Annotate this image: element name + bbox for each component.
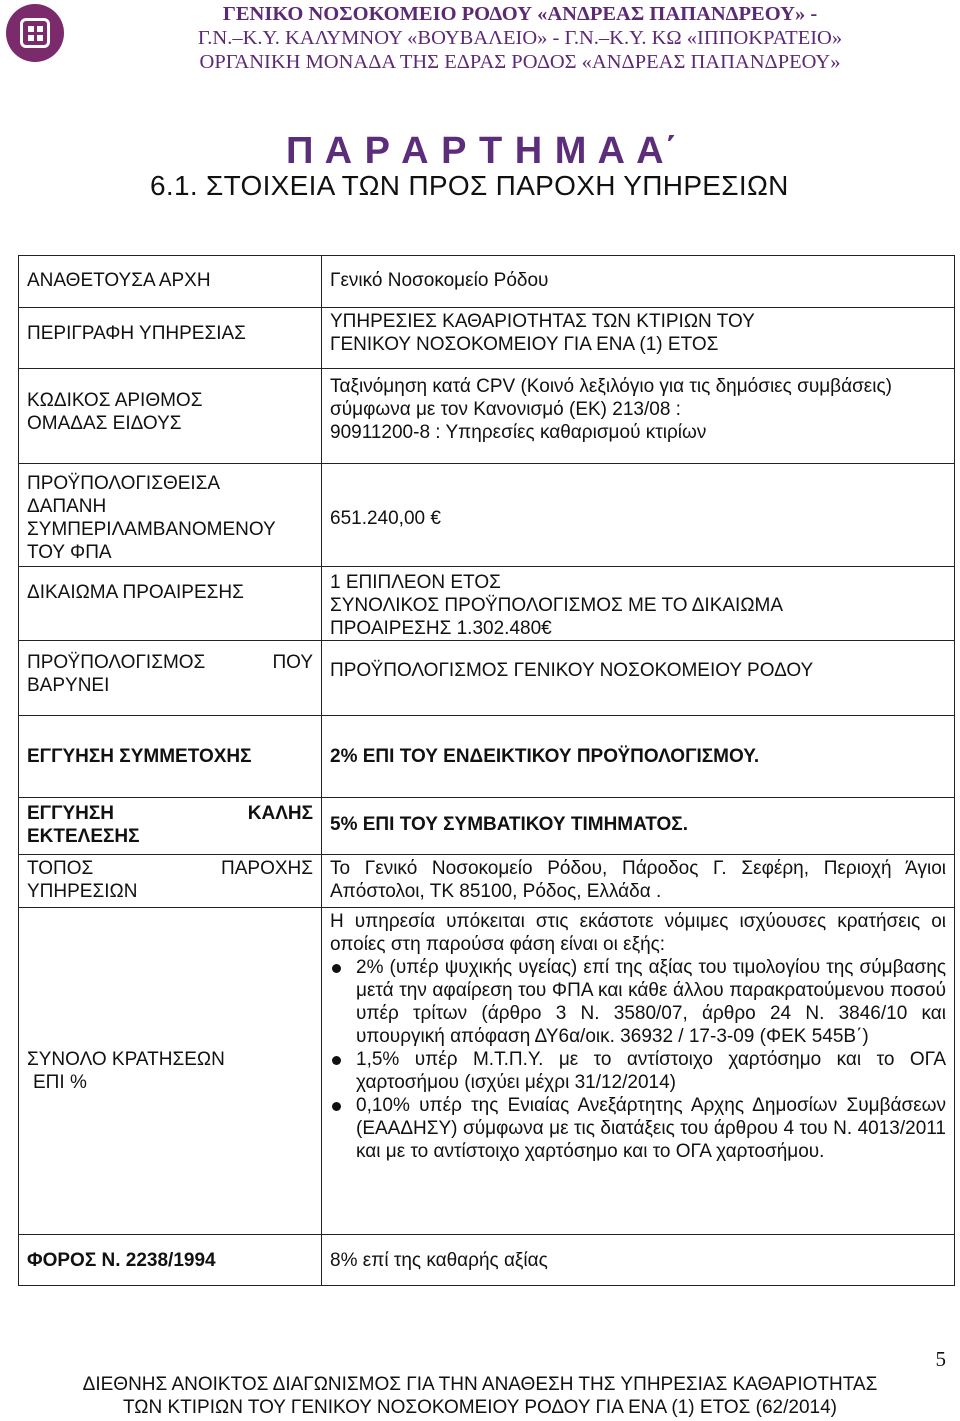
row-tax <box>19 1235 955 1286</box>
document-footer <box>0 1373 960 1419</box>
deductions-list <box>330 956 946 1163</box>
value-option: 1 ΕΠΙΠΛΕΟΝ ΕΤΟΣ ΣΥΝΟΛΙΚΟΣ ΠΡΟΫΠΟΛΟΓΙΣΜΟΣ ΜΕ ΤΟ ΔΙΚΑΙΩΜΑ ΠΡΟΑΙΡΕΣΗΣ 1.302.480€ <box>322 567 955 641</box>
header-line-3: ΟΡΓΑΝΙΚΗ ΜΟΝΑΔΑ ΤΗΣ ΕΔΡΑΣ ΡΟΔΟΣ «ΑΝΔΡΕΑΣ ΠΑΠΑΝΔΡΕΟΥ» <box>199 51 841 73</box>
row-option <box>19 567 955 641</box>
label-code: ΚΩΔΙΚΟΣ ΑΡΙΘΜΟΣ ΟΜΑΔΑΣ ΕΙΔΟΥΣ <box>19 369 322 464</box>
page-number: 5 <box>935 1347 946 1371</box>
document-header <box>80 2 960 74</box>
description-line-1: ΥΠΗΡΕΣΙΕΣ ΚΑΘΑΡΙΟΤΗΤΑΣ ΤΩΝ ΚΤΙΡΙΩΝ ΤΟΥ <box>330 311 755 332</box>
header-line-1: ΓΕΝΙΚΟ ΝΟΣΟΚΟΜΕΙΟ ΡΟΔΟΥ «ΑΝΔΡΕΑΣ ΠΑΠΑΝΔΡΕΟΥ» - <box>222 3 818 25</box>
label-description: ΠΕΡΙΓΡΑΦΗ ΥΠΗΡΕΣΙΑΣ <box>19 308 322 369</box>
section-title: 6.1. ΣΤΟΙΧΕΙΑ ΤΩΝ ΠΡΟΣ ΠΑΡΟΧΗ ΥΠΗΡΕΣΙΩΝ <box>150 170 789 201</box>
row-code <box>19 369 955 464</box>
label-place: ΤΟΠΟΣ ΠΑΡΟΧΗΣ ΥΠΗΡΕΣΙΩΝ <box>19 855 322 908</box>
row-participation-guarantee <box>19 716 955 798</box>
label-deductions: ΣΥΝΟΛΟ ΚΡΑΤΗΣΕΩΝ ΕΠΙ % <box>19 908 322 1235</box>
value-code: Ταξινόμηση κατά CPV (Κοινό λεξιλόγιο για τις δημόσιες συμβάσεις) σύμφωνα με τον Κανονισμό (ΕΚ) 213/08 : 90911200-8 : Υπηρεσίες καθαρισμού κτιρίων <box>322 369 955 464</box>
label-tax: ΦΟΡΟΣ Ν. 2238/1994 <box>19 1235 322 1286</box>
label-participation-guarantee: ΕΓΓΥΗΣΗ ΣΥΜΜΕΤΟΧΗΣ <box>19 716 322 798</box>
value-tax: 8% επί της καθαρής αξίας <box>322 1235 955 1286</box>
row-description <box>19 308 955 369</box>
service-details-table <box>18 255 955 1286</box>
value-performance-guarantee: 5% ΕΠΙ ΤΟΥ ΣΥΜΒΑΤΙΚΟΥ ΤΙΜΗΜΑΤΟΣ. <box>322 798 955 855</box>
row-place <box>19 855 955 908</box>
value-charged-budget: ΠΡΟΫΠΟΛΟΓΙΣΜΟΣ ΓΕΝΙΚΟΥ ΝΟΣΟΚΟΜΕΙΟΥ ΡΟΔΟΥ <box>322 641 955 716</box>
deductions-intro: Η υπηρεσία υπόκειται στις εκάστοτε νόμιμες ισχύουσες κρατήσεις οι οποίες στη παρούσα φάση είναι οι εξής: <box>330 911 946 955</box>
value-budget: 651.240,00 € <box>322 464 955 567</box>
row-charged-budget <box>19 641 955 716</box>
header-line-2: Γ.Ν.–Κ.Υ. ΚΑΛΥΜΝΟΥ «ΒΟΥΒΑΛΕΙΟ» - Γ.Ν.–Κ.Υ. ΚΩ «ΙΠΠΟΚΡΑΤΕΙΟ» <box>197 27 843 49</box>
label-budget: ΠΡΟΫΠΟΛΟΓΙΣΘΕΙΣΑ ΔΑΠΑΝΗ ΣΥΜΠΕΡΙΛΑΜΒΑΝΟΜΕΝΟΥ ΤΟΥ ΦΠΑ <box>19 464 322 567</box>
value-description <box>322 308 955 369</box>
row-deductions <box>19 908 955 1235</box>
logo-emblem-icon <box>20 18 50 48</box>
row-performance-guarantee <box>19 798 955 855</box>
deduction-item: 0,10% υπέρ της Ενιαίας Ανεξάρτητης Αρχης Δημοσίων Συμβάσεων (ΕΑΑΔΗΣΥ) σύμφωνα με τις διατάξεις του άρθρου 4 του Ν. 4013/2011 και με το αντίστοιχο χαρτόσημο και το ΟΓΑ χαρτοσήμου. <box>330 1094 946 1163</box>
footer-line-2: ΤΩΝ ΚΤΙΡΙΩΝ ΤΟΥ ΓΕΝΙΚΟΥ ΝΟΣΟΚΟΜΕΙΟΥ ΡΟΔΟΥ ΓΙΑ ΕΝΑ (1) ΕΤΟΣ (62/2014) <box>123 1397 837 1418</box>
value-place: Το Γενικό Νοσοκομείο Ρόδου, Πάροδος Γ. Σεφέρη, Περιοχή Άγιοι Απόστολοι, ΤΚ 85100, Ρόδος, Ελλάδα . <box>322 855 955 908</box>
row-budget <box>19 464 955 567</box>
deduction-item: 2% (υπέρ ψυχικής υγείας) επί της αξίας του τιμολογίου της σύμβασης μετά την αφαίρεση του ΦΠΑ και κάθε άλλου παρακρατούμενου ποσού υπέρ τρίτων (άρθρο 3 Ν. 3580/07, άρθρο 24 Ν. 3846/10 και υπουργική απόφαση ΔΥ6α/οικ. 36932 / 17-3-09 (ΦΕΚ 545Β΄) <box>330 956 946 1048</box>
label-option: ΔΙΚΑΙΩΜΑ ΠΡΟΑΙΡΕΣΗΣ <box>19 567 322 641</box>
deduction-item: 1,5% υπέρ Μ.Τ.Π.Υ. με το αντίστοιχο χαρτόσημο και το ΟΓΑ χαρτοσήμου (ισχύει μέχρι 31/12/2014) <box>330 1048 946 1094</box>
bullet-icon <box>332 1056 341 1065</box>
bullet-icon <box>332 1102 341 1111</box>
value-deductions <box>322 908 955 1235</box>
description-line-2: ΓΕΝΙΚΟΥ ΝΟΣΟΚΟΜΕΙΟΥ ΓΙΑ ΕΝΑ (1) ΕΤΟΣ <box>330 334 719 355</box>
label-authority: ΑΝΑΘΕΤΟΥΣΑ ΑΡΧΗ <box>19 256 322 308</box>
label-performance-guarantee: ΕΓΓΥΗΣΗ ΚΑΛΗΣ ΕΚΤΕΛΕΣΗΣ <box>19 798 322 855</box>
row-authority <box>19 256 955 308</box>
annex-title: Π Α Ρ Α Ρ Τ Η Μ Α Α΄ <box>286 130 679 172</box>
value-authority: Γενικό Νοσοκομείο Ρόδου <box>322 256 955 308</box>
label-charged-budget: ΠΡΟΫΠΟΛΟΓΙΣΜΟΣ ΠΟΥ ΒΑΡΥΝΕΙ <box>19 641 322 716</box>
hospital-logo <box>6 4 64 62</box>
footer-line-1: ΔΙΕΘΝΗΣ ΑΝΟΙΚΤΟΣ ΔΙΑΓΩΝΙΣΜΟΣ ΓΙΑ ΤΗΝ ΑΝΑΘΕΣΗ ΤΗΣ ΥΠΗΡΕΣΙΑΣ ΚΑΘΑΡΙΟΤΗΤΑΣ <box>82 1374 878 1395</box>
bullet-icon <box>332 964 341 973</box>
value-participation-guarantee: 2% ΕΠΙ ΤΟΥ ΕΝΔΕΙΚΤΙΚΟΥ ΠΡΟΫΠΟΛΟΓΙΣΜΟΥ. <box>322 716 955 798</box>
